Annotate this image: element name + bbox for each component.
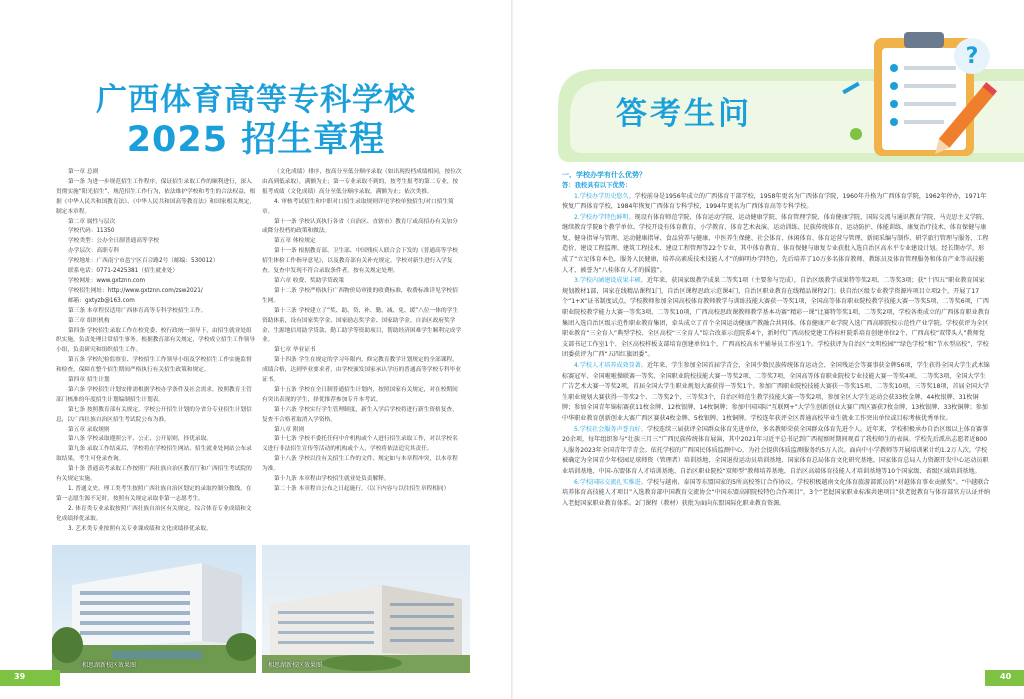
charter-paragraph: 第二章 属性与层次 [68,218,116,225]
charter-paragraph: 邮箱：gxtyzb@163.com [68,297,135,304]
charter-paragraph: 第五章 录取规则 [68,426,110,433]
charter-paragraph: 学校类型：公办全日制普通高等学校 [68,238,159,245]
charter-column-right [262,168,462,544]
answer-paragraph [562,213,990,277]
charter-paragraph: 第十六条 学校实行学生管理制度，新生入学后学校将进行新生资格复查，复查不合格者取消入学资格。 [262,406,458,423]
charter-paragraph: 4. 审核考试招生和中职对口招生录取规则详见学校单独招生/对口招生简章。 [262,198,454,215]
charter-paragraph: 第六章 收费、奖助学贷政策 [274,277,345,284]
qa-content [562,170,990,509]
answer-paragraph-lead: 4.学校人才培养成效显著。 [574,362,647,369]
charter-paragraph: 第七章 毕业证书 [274,347,316,354]
charter-paragraph: 第五条 学校纪检监察室、学校招生工作领导小组及学校招生工作实施监督和检查，保障在整个招生期间严格执行有关招生政策和规定。 [56,357,252,374]
charter-paragraph: 第一条 为进一步规范招生工作程序，保证招生录取工作的顺利进行，深入贯彻实施“阳光招生”，规范招生工作行为，依法维护学校和考生的合法权益，根据《中华人民共和国教育法》、《中华人民共和国高等教育法》和国家相关规定，制定本章程。 [56,178,256,215]
answer-paragraph [562,276,990,361]
charter-paragraph: 第五章 体检规定 [274,238,316,245]
title-school-name: 广西体育高等专科学校 [96,82,416,118]
page-fold [511,0,513,699]
charter-paragraph: 学校招生网址：http://www.gxtznn.com/zsw2021/ [68,287,203,294]
charter-paragraph: 第十条 普通高考录取工作按照广西壮族自治区教育厅和广西招生考试院的有关规定实施。 [56,466,252,483]
charter-paragraph: 第三章 组织机构 [68,317,110,324]
charter-paragraph: 第七条 按照教育部有关规定，学校公开招生计划的分省分专业招生计划信息，以广西壮族自治区招生考试院公布为准。 [56,406,252,423]
charter-paragraph: 2. 体育类专业录取按照广西壮族自治区有关规定，综合体育专业成绩和文化成绩择优录取。 [56,505,252,522]
campus-rendering-photo-left [52,545,256,673]
charter-paragraph: 第二十条 本章程自公布之日起施行。（以下内容与以往招生章程相同） [274,486,450,492]
charter-paragraph: （文化成绩）排序，按高分至低分顺序录取（如出现投档成绩相同，按位次由高到低录取），满额为止；第一专业录取不到的，按考生报考的第二专业，按报考成绩（文化成绩）高分至低分顺序录取，满额为止；依次类推。 [262,169,462,195]
answer-paragraph-body: 现设有体育师范学院、体育运动学院、运动健康学院、体育管理学院、体育健康学院、国际交流与通识教育学院、马克思主义学院、继续教育学院8个教学单位。学校开设有体育教育、小学教育、体育艺术表演、运动训练、民族传统体育、运动防护、体能训练、康复治疗技术、体育保健与康复、健身指导与管理、运动健康指导、食品营养与健康、中医养生保健、社会体育、休闲体育、体育运营与管理、新闻采编与制作、研学旅行管理与服务、工程造价、建设工程监理、建筑工程技术、建设工程管理等22个专业，其中体育教育、体育保健与康复专业获批入选自治区高水平专业建设计划。经长期办学，形成了“立足体育本色，服务人民健康，培养高素质技术技能人才”的鲜明办学特色，先后培养了10万多名体育教师、教练员及体育管理服务和体育产业等高技能人才，被誉为“八桂体育人才的摇篮”。 [562,213,989,274]
answer-paragraph-body: 近年来，获国家级教学成果二等奖1项（主要参与完成），自治区级教学成果特等奖2项、二等奖3项；获“十四五”职业教育国家规划教材1部，国家在线精品课程1门，自治区课程思政示范课4门，自治区职业教育在线精品课程2门；获自治区级专业教学资源库项目立项2个，开展了17个“1+X”证书制度试点。学校教师参加全国高校体育教师教学与训练技能大赛获一等奖1项，全国高等体育职业院校教学技能大赛一等奖5项、二等奖6项，广西职业院校教学能力大赛一等奖3项、二等奖10项，广西高校思政课教师教学基本功赛“精彩一课”比赛特等奖1项、二等奖2项，学校各类成立的广西体育职业教育集团入选自治区级示范性职业教育集团，牵头成立了首个全国运动健康产教融合共同体。体育健康产业学院入选广西高职院校示范性产业学院。学校获评为全区职业教育“三全育人”典型学校、全区高校“三全育人”综合改革示范院系4个，新时代广西高校党建工作标杆院系培育创建单位2个、广西高校“双带头人”教师党支部书记工作室1个、全区高校样板支部培育创建单位1个、广西高校高水平辅导员工作室1个。学校获评为自治区“文明校园”“绿色学校”和“节水型高校”，学校团委获评为广西“五四红旗团委”。 [562,277,990,359]
answer-paragraphs [562,192,990,510]
answer-intro: 答：我校具有以下优势： [562,182,632,189]
answer-paragraph [562,425,990,478]
charter-paragraph: 第六条 学校招生计划安排需根据学校办学条件及社会需求，按照教育主管部门核准的年度招生计划编制招生计划表。 [56,386,252,403]
photo-caption-left: 相思湖新校区效果图 [82,662,137,669]
answer-paragraph-lead: 2.学校办学特色鲜明。 [574,213,635,221]
charter-paragraph: 办学层次：高职专科 [68,248,120,255]
title-admission-charter: 2025 招生章程 [126,120,386,160]
answer-paragraph-lead: 3.学校内涵建设成果丰硕。 [574,277,647,285]
charter-paragraph: 第十七条 学校不委托任何中介机构或个人进行招生录取工作，对以学校名义进行非法招生宣传等活动的机构或个人，学校将依法追究其责任。 [262,436,458,453]
charter-paragraph: 第十二条 学校严格执行广西物价局审批的收费标准，收费标准详见学校招生网。 [262,287,458,304]
answer-paragraph-body: 近年来，学生参加全国首届学青会、全国少数民族传统体育运动会、全国残运会等赛事获金牌56项，学生获得全国大学生武术锦标赛冠军、全国啦啦操联赛一等奖、全国职业院校技能大赛一等奖2项、二等奖7项，全国高等体育职业院校专业技能大赛一等奖4项、二等奖3项，全国大学生广告艺术大赛一等奖2项，首届全国大学生职业规划大赛获得一等奖1个。参加广西职业院校技能大赛获一等奖15项、二等奖10项、三等奖18项，首届全国大学生职业规划大赛获得一等奖2个、二等奖2个、三等奖3个，自治区师范生教学技能大赛一等奖2项，参加全区大学生运动会获33枚金牌、44枚银牌、31枚铜牌；参加全国青年锦标赛获11枚金牌、12枚银牌、14枚铜牌；参加中国国际“互联网+”大学生创新创业大赛广西区赛获7枚金牌、13枚银牌、33枚铜牌；参加中华职业教育创新创业大赛广西区赛获4枚金牌、5枚银牌、1枚铜牌。学校连年获评全区普通高校毕业生就业工作突出单位或目标考核优秀单位。 [562,362,990,422]
charter-paragraph: 第十五条 学校在全日制普通招生计划内，按照国家有关规定，对在校期间有突出表现的学生，择优推荐参加专升本考试。 [262,386,458,403]
answer-paragraph-body: 学校与越南、泰国等东盟国家的5所高校签订合作协议。学校积极越南文化体育旅游部派员的“对越体育事业贡献奖”。“中越联合培养体育高技能人才项目”入选教育部中国教育交流协会“中国东盟高职院校特色合作项目”，3个“老挝国家职业标准共建项目”获老挝教育与体育部官方认证并纳入老挝国家职业教育体系。2门课程（教材）获批为面向东盟国际化职业教育资源。 [562,478,990,507]
page-number-left: 39 [14,672,26,681]
answer-paragraph-lead: 1.学校办学历史悠久。 [574,192,635,200]
charter-paragraph: 学校代码：11350 [68,228,115,235]
svg-text:?: ? [965,44,979,69]
charter-column-left [56,168,256,544]
photo-caption-right: 相思湖新校区效果图 [268,662,323,669]
charter-paragraph: 1. 普通文史、理工类考生按照广西壮族自治区划定的录取控制分数线，在第一志愿生源不足时，按照有关规定录取非第一志愿考生。 [56,486,252,502]
charter-paragraph: 第十一条 根据教育部、卫生部、中国残疾人联合会下发的《普通高等学校招生体检工作指导意见》，以及教育部有关补充规定，学校对新生进行入学复查。复查中发现不符合录取条件者，按有关规定处理。 [262,248,458,275]
campus-rendering-photo-right [262,545,470,673]
charter-paragraph: 第四条 学校招生录取工作在校党委、校行政统一领导下，由招生就业处组织实施，负责处理日常招生事务。根据教育部有关规定，学校成立招生工作领导小组，负责研究和组织招生工作。 [56,327,256,354]
charter-paragraph: 学校网址：www.gxtznn.com [68,277,146,284]
charter-paragraph: 第十三条 学校建立了“奖、助、贷、补、勤、减、免、缓”八位一体的学生资助体系，设有国家奖学金、国家励志奖学金、国家助学金、自治区政府奖学金、生源地信用助学贷款、勤工助学等资助项目，帮助经济困难学生顺利完成学业。 [262,307,462,344]
charter-paragraph: 第十四条 学生在规定的学习年限内，修完教育教学计划规定的全部课程，成绩合格，达到毕业要求者，由学校颁发国家承认学历的普通高等学校专科毕业证书。 [262,357,462,384]
charter-paragraph: 3. 艺术类专业按照有关专业课成绩和文化成绩择优录取。 [68,525,212,532]
answer-paragraph [562,192,990,213]
charter-paragraph: 学校地址：广西南宁市邕宁区百合路2号（邮编：530012） [68,258,219,265]
charter-paragraph: 联系电话：0771-2425381（招生就业处） [68,268,179,275]
campus-aerial-illustration [262,545,470,673]
question-heading: 一、学校办学有什么优势？ [562,171,646,179]
clipboard-pencil-icon [822,26,1022,166]
charter-paragraph: 第十八条 学校以往有关招生工作的文件、规定如与本章程冲突，以本章程为准。 [262,456,458,473]
charter-paragraph: 第三条 本章程仅适用广西体育高等专科学校招生工作。 [68,307,207,314]
answer-paragraph-body: 学校前身是1956年成立的广西体育干部学校，1958年更名为广西体育学院，1960年升格为广西体育学院，1962年停办，1971年恢复广西体育学校，1984年恢复广西体育专科学校，1994年更名为广西体育高等专科学校。 [562,192,987,211]
page-footer-bar-left [0,670,60,686]
charter-paragraph: 第四章 招生计划 [68,377,110,384]
charter-paragraph: 第十一条 学校认真执行各省（自治区、直辖市）教育厅或高招办有关加分或降分投档的政策和做法。 [262,218,458,235]
page-number-right: 40 [1000,672,1012,681]
answer-paragraph [562,478,990,510]
charter-paragraph: 第十九条 本章程由学校招生就业处负责解释。 [274,476,390,483]
charter-paragraph: 第九条 录取工作结束后，学校将在学校招生网站、招生就业处网站公布录取结果，考生可登录查询。 [56,446,252,463]
answer-paragraph [562,361,990,425]
charter-paragraph: 第八条 学校录取遵照公平、公正、公开原则，择优录取。 [68,436,212,443]
charter-paragraph: 第一章 总则 [68,169,99,175]
answer-paragraph-lead: 6.学校国际交流扎实推进。 [574,478,647,486]
answer-paragraph-lead: 5.学校社会服务声誉良好。 [574,425,647,433]
section-title-qa: 答考生问 [616,96,752,132]
charter-paragraph: 第八章 附则 [274,426,305,433]
answer-paragraph-body: 学校连续三届获评全国群众体育先进单位，多名教师荣获全国群众体育先进个人。近年来，学校积极承办自治区级以上体育赛事20余项，每年组织参与“壮族三月三”广西民族传统体育展演，其中2021年习近平总书记到广西视察时期间观看了我校师生的表演。学校先后派出志愿者近800人服务2023年全国青年学青会。依托学校的广西国民体质监测中心，为社会提供体质监测服务约5万人次。面向中小学教师等开展培训累计约1.2万人次。学校被确定为全国青少年校园足球师资（管理者）培训基地、全国退役运动员培训基地、国家体育总局体育文化研究基地、国家体育总局人力资源开发中心运动员职业培训基地、中国-东盟体育人才培训基地、自治区职业院校“双师型”教师培养基地、自治区高端体育技能人才培训基地等10个国家级、省级区域培训基地。 [562,425,989,475]
campus-building-illustration [52,545,256,673]
